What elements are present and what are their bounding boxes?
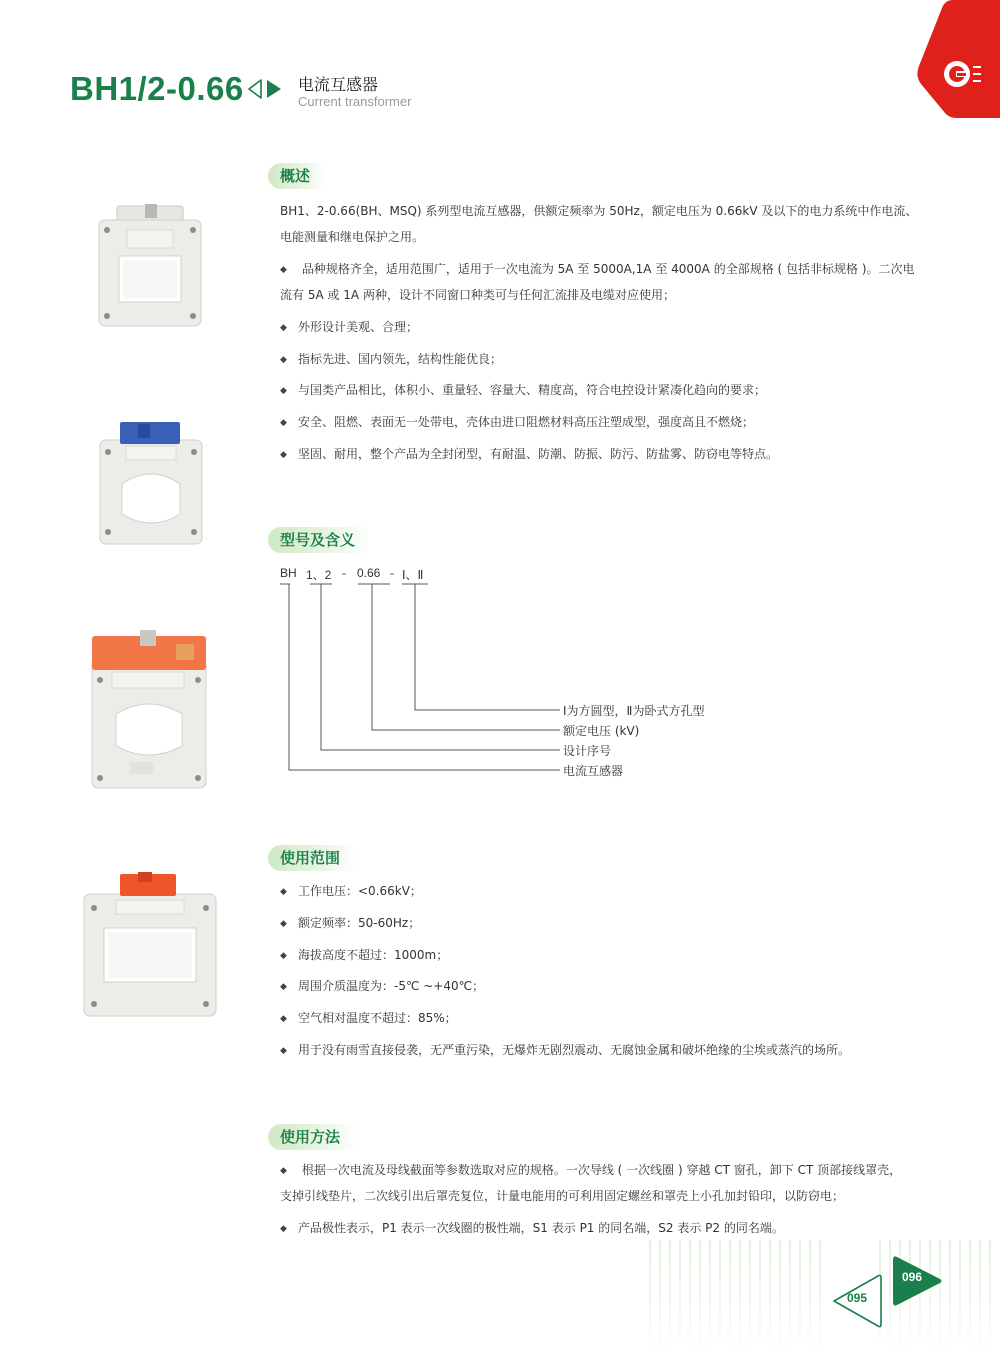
meaning-bh: 电流互感器 <box>563 764 624 778</box>
product-image-bh1-round-blue <box>98 420 204 546</box>
section-title-model-meaning: 型号及含义 <box>268 527 371 553</box>
diamond-bullet-icon: ◆ <box>280 323 287 333</box>
usage-method-item-1-line2: 支掉引线垫片，二次线引出后罩壳复位，计量电能用的可利用固定螺丝和罩壳上小孔加封铅印，以防窃电； <box>280 1189 845 1203</box>
product-image-bh2-rect-orange <box>82 872 218 1018</box>
code-dash-2: - <box>390 566 394 580</box>
code-series: 1、2 <box>306 568 332 582</box>
overview-intro-line2: 电能测量和继电保护之用。 <box>280 230 425 244</box>
overview-bullet-1-line2: 流有 5A 或 1A 两种，设计不同窗口种类可与任何汇流排及电缆对应使用； <box>280 288 675 302</box>
section-title-overview: 概述 <box>268 163 326 189</box>
page-number-right: 096 <box>902 1270 923 1284</box>
model-code-leader-lines <box>280 582 580 782</box>
diamond-bullet-icon: ◆ <box>280 1014 287 1024</box>
diamond-bullet-icon: ◆ <box>280 450 287 460</box>
diamond-bullet-icon: ◆ <box>280 265 287 275</box>
usage-method-item-1: ◆ 根据一次电流及母线截面等参数选取对应的规格。一次导线 ( 一次线圈 ) 穿越 CT 窗孔，卸下 CT 顶部接线罩壳， <box>280 1157 940 1184</box>
code-type: Ⅰ、Ⅱ <box>402 568 424 582</box>
diamond-bullet-icon: ◆ <box>280 919 287 929</box>
diamond-bullet-icon: ◆ <box>280 355 287 365</box>
page-number-left: 095 <box>847 1291 868 1305</box>
meaning-type: Ⅰ为方圆型，Ⅱ为卧式方孔型 <box>563 704 705 718</box>
code-voltage: 0.66 <box>357 566 381 580</box>
diamond-bullet-icon: ◆ <box>280 951 287 961</box>
overview-bullet-4: ◆ 与国类产品相比，体积小、重量轻、容量大、精度高，符合电控设计紧凑化趋向的要求； <box>280 377 940 404</box>
overview-bullet-2: ◆ 外形设计美观、合理； <box>280 314 940 341</box>
usage-scope-item-2: ◆ 额定频率：50-60Hz； <box>280 910 940 937</box>
triangle-arrow-icon <box>247 76 285 102</box>
meaning-voltage: 额定电压 (kV) <box>563 724 640 738</box>
diamond-bullet-icon: ◆ <box>280 1046 287 1056</box>
overview-bullet-5: ◆ 安全、阻燃、表面无一处带电，壳体由进口阻燃材料高压注塑成型，强度高且不燃烧； <box>280 409 940 436</box>
overview-bullet-6: ◆ 坚固、耐用，整个产品为全封闭型，有耐温、防潮、防振、防污、防盐雾、防窃电等特点。 <box>280 441 940 468</box>
brand-corner-badge <box>915 0 1000 118</box>
overview-bullet-1: ◆ 品种规格齐全，适用范围广，适用于一次电流为 5A 至 5000A,1A 至 4000A 的全部规格 ( 包括非标规格 )。二次电 <box>280 256 940 283</box>
page-subtitle: Current transformer <box>298 94 412 109</box>
overview-bullet-3: ◆ 指标先进、国内领先，结构性能优良； <box>280 346 940 373</box>
diamond-bullet-icon: ◆ <box>280 887 287 897</box>
diamond-bullet-icon: ◆ <box>280 982 287 992</box>
diamond-bullet-icon: ◆ <box>280 386 287 396</box>
section-title-usage-scope: 使用范围 <box>268 845 356 871</box>
code-bh: BH <box>280 566 297 580</box>
page-title: 电流互感器 <box>298 75 379 94</box>
code-dash-1: - <box>342 566 346 580</box>
usage-scope-item-6: ◆ 用于没有雨雪直接侵袭，无严重污染，无爆炸无剧烈震动、无腐蚀金属和破坏绝缘的尘埃或蒸汽的场所。 <box>280 1037 940 1064</box>
diamond-bullet-icon: ◆ <box>280 1224 287 1234</box>
usage-scope-item-1: ◆ 工作电压：<0.66kV； <box>280 878 940 905</box>
diamond-bullet-icon: ◆ <box>280 1166 287 1176</box>
meaning-series: 设计序号 <box>563 744 612 758</box>
diamond-bullet-icon: ◆ <box>280 418 287 428</box>
usage-scope-item-5: ◆ 空气相对温度不超过：85%； <box>280 1005 940 1032</box>
usage-method-item-2: ◆ 产品极性表示，P1 表示一次线圈的极性端，S1 表示 P1 的同名端，S2 表示 P2 的同名端。 <box>280 1215 940 1242</box>
product-image-bh2-round-orange <box>90 630 208 790</box>
product-image-bh1-square <box>97 204 203 328</box>
overview-intro-line1: BH1、2-0.66(BH、MSQ) 系列型电流互感器，供额定频率为 50Hz，额定电压为 0.66kV 及以下的电力系统中作电流、 <box>280 204 918 218</box>
section-title-usage-method: 使用方法 <box>268 1124 356 1150</box>
usage-scope-item-3: ◆ 海拔高度不超过：1000m； <box>280 942 940 969</box>
product-model: BH1/2-0.66 <box>70 70 244 107</box>
footer-stripe-decoration <box>640 1240 1000 1357</box>
usage-scope-item-4: ◆ 周围介质温度为：-5℃ ~+40℃； <box>280 973 940 1000</box>
